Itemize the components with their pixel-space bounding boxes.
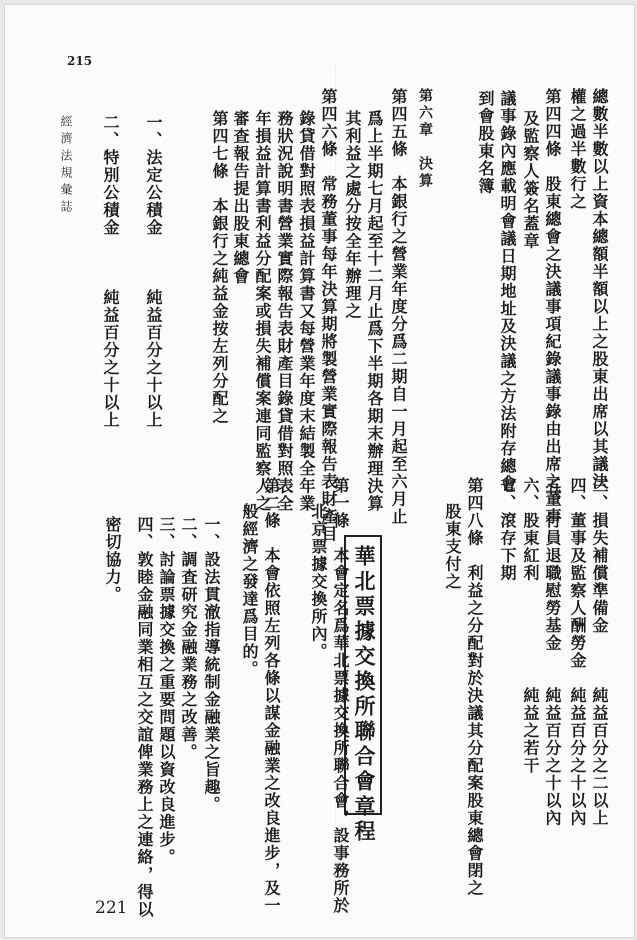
upper-text-column-9: 爲上半期七月起至十二月止爲下半期各期末辦理決算 — [365, 110, 384, 513]
upper-text-column-2: 權之過半數行之 — [568, 88, 587, 211]
upper-text-column-16: 第四七條 本銀行之純益金按左列分配之 — [210, 110, 229, 425]
lower-text-column-14: 三、討論票據交換之重要問題以資改良進步。 — [157, 516, 176, 866]
lower-text-column-7: 股東支付之 — [443, 503, 462, 591]
lower-text-column-10: 第二條 本會依照左列各條以謀金融業之改良進步，及一 — [262, 477, 281, 915]
document-page — [4, 4, 635, 938]
upper-text-column-17: 一、法定公積金 純益百分之十以上 — [144, 114, 163, 429]
bottom-page-number: 221 — [95, 898, 128, 918]
lower-text-column-3: 五、行員退職慰勞基金 純益百分之十以內 — [543, 477, 562, 827]
upper-text-column-12: 錄貸借對照表損益計算書又每營業年度末結製全年業 — [297, 110, 316, 513]
upper-text-column-11: 第四六條 常務董事每年決算期將製營業實際報告表財產目 — [319, 88, 338, 543]
lower-text-column-11: 般經濟之發達爲目的。 — [240, 503, 259, 678]
upper-text-column-18: 二、特別公積金 純益百分之十以上 — [101, 114, 120, 429]
lower-text-column-15: 四、敦睦金融同業相互之交誼俾業務上之連絡，得以 — [135, 516, 154, 919]
lower-text-column-8: 第一條 本會定名爲華北票據交換所聯合會，設事務所於 — [331, 477, 350, 915]
upper-text-column-1: 總數半數以上資本總額半額以上之股東出席以其議決 — [590, 88, 609, 491]
margin-running-title: 經濟法規彙誌 — [59, 115, 73, 217]
lower-text-column-9: 北京票據交換所內。 — [309, 503, 328, 661]
upper-text-column-6: 到會股東名簿 — [476, 90, 495, 195]
upper-text-column-15: 審查報告提出股東總會 — [231, 110, 250, 285]
lower-text-column-16: 密切協力。 — [103, 516, 122, 604]
lower-text-column-12: 一、設法貫澈指導統制金融業之旨趣。 — [202, 516, 221, 814]
lower-text-column-13: 二、調査研究金融業務之改善。 — [179, 516, 198, 761]
lower-text-column-6: 第四八條 利益之分配對於決議其分配案股東總會閉之 — [465, 477, 484, 897]
upper-text-column-13: 務狀況說明書營業實際報告表財產目錄貸借對照表全 — [275, 110, 294, 513]
upper-text-column-8: 第四五條 本銀行之營業年度分爲二期自一月起至六月止 — [389, 88, 408, 526]
upper-text-column-4: 及監察人簽名蓋章 — [521, 110, 540, 250]
upper-text-column-14: 年損益計算書利益分配案或損失補償案連同監察人之 — [253, 110, 272, 513]
lower-text-column-5: 七、滾存下期 — [498, 477, 517, 582]
upper-text-column-5: 議事錄內應載明會議日期地址及決議之方法附存總會 — [498, 90, 517, 493]
section-title-text: 華北票據交換所聯合會章程 — [352, 545, 377, 845]
upper-text-column-10: 其利益之處分按全年辦理之 — [343, 110, 362, 320]
top-page-number: 215 — [67, 54, 93, 68]
upper-text-column-7: 第六章 決算 — [417, 88, 433, 190]
lower-text-column-4: 六、股東紅利 純益之若干 — [521, 477, 540, 775]
lower-text-column-2: 四、董事及監察人酬勞金 純益百分之十以內 — [568, 477, 587, 827]
lower-text-column-1: 三、損失補償準備金 純益百分之二以上 — [590, 477, 609, 827]
upper-text-column-3: 第四四條 股東總會之決議事項紀錄議事錄由出席之董事 — [543, 88, 562, 526]
